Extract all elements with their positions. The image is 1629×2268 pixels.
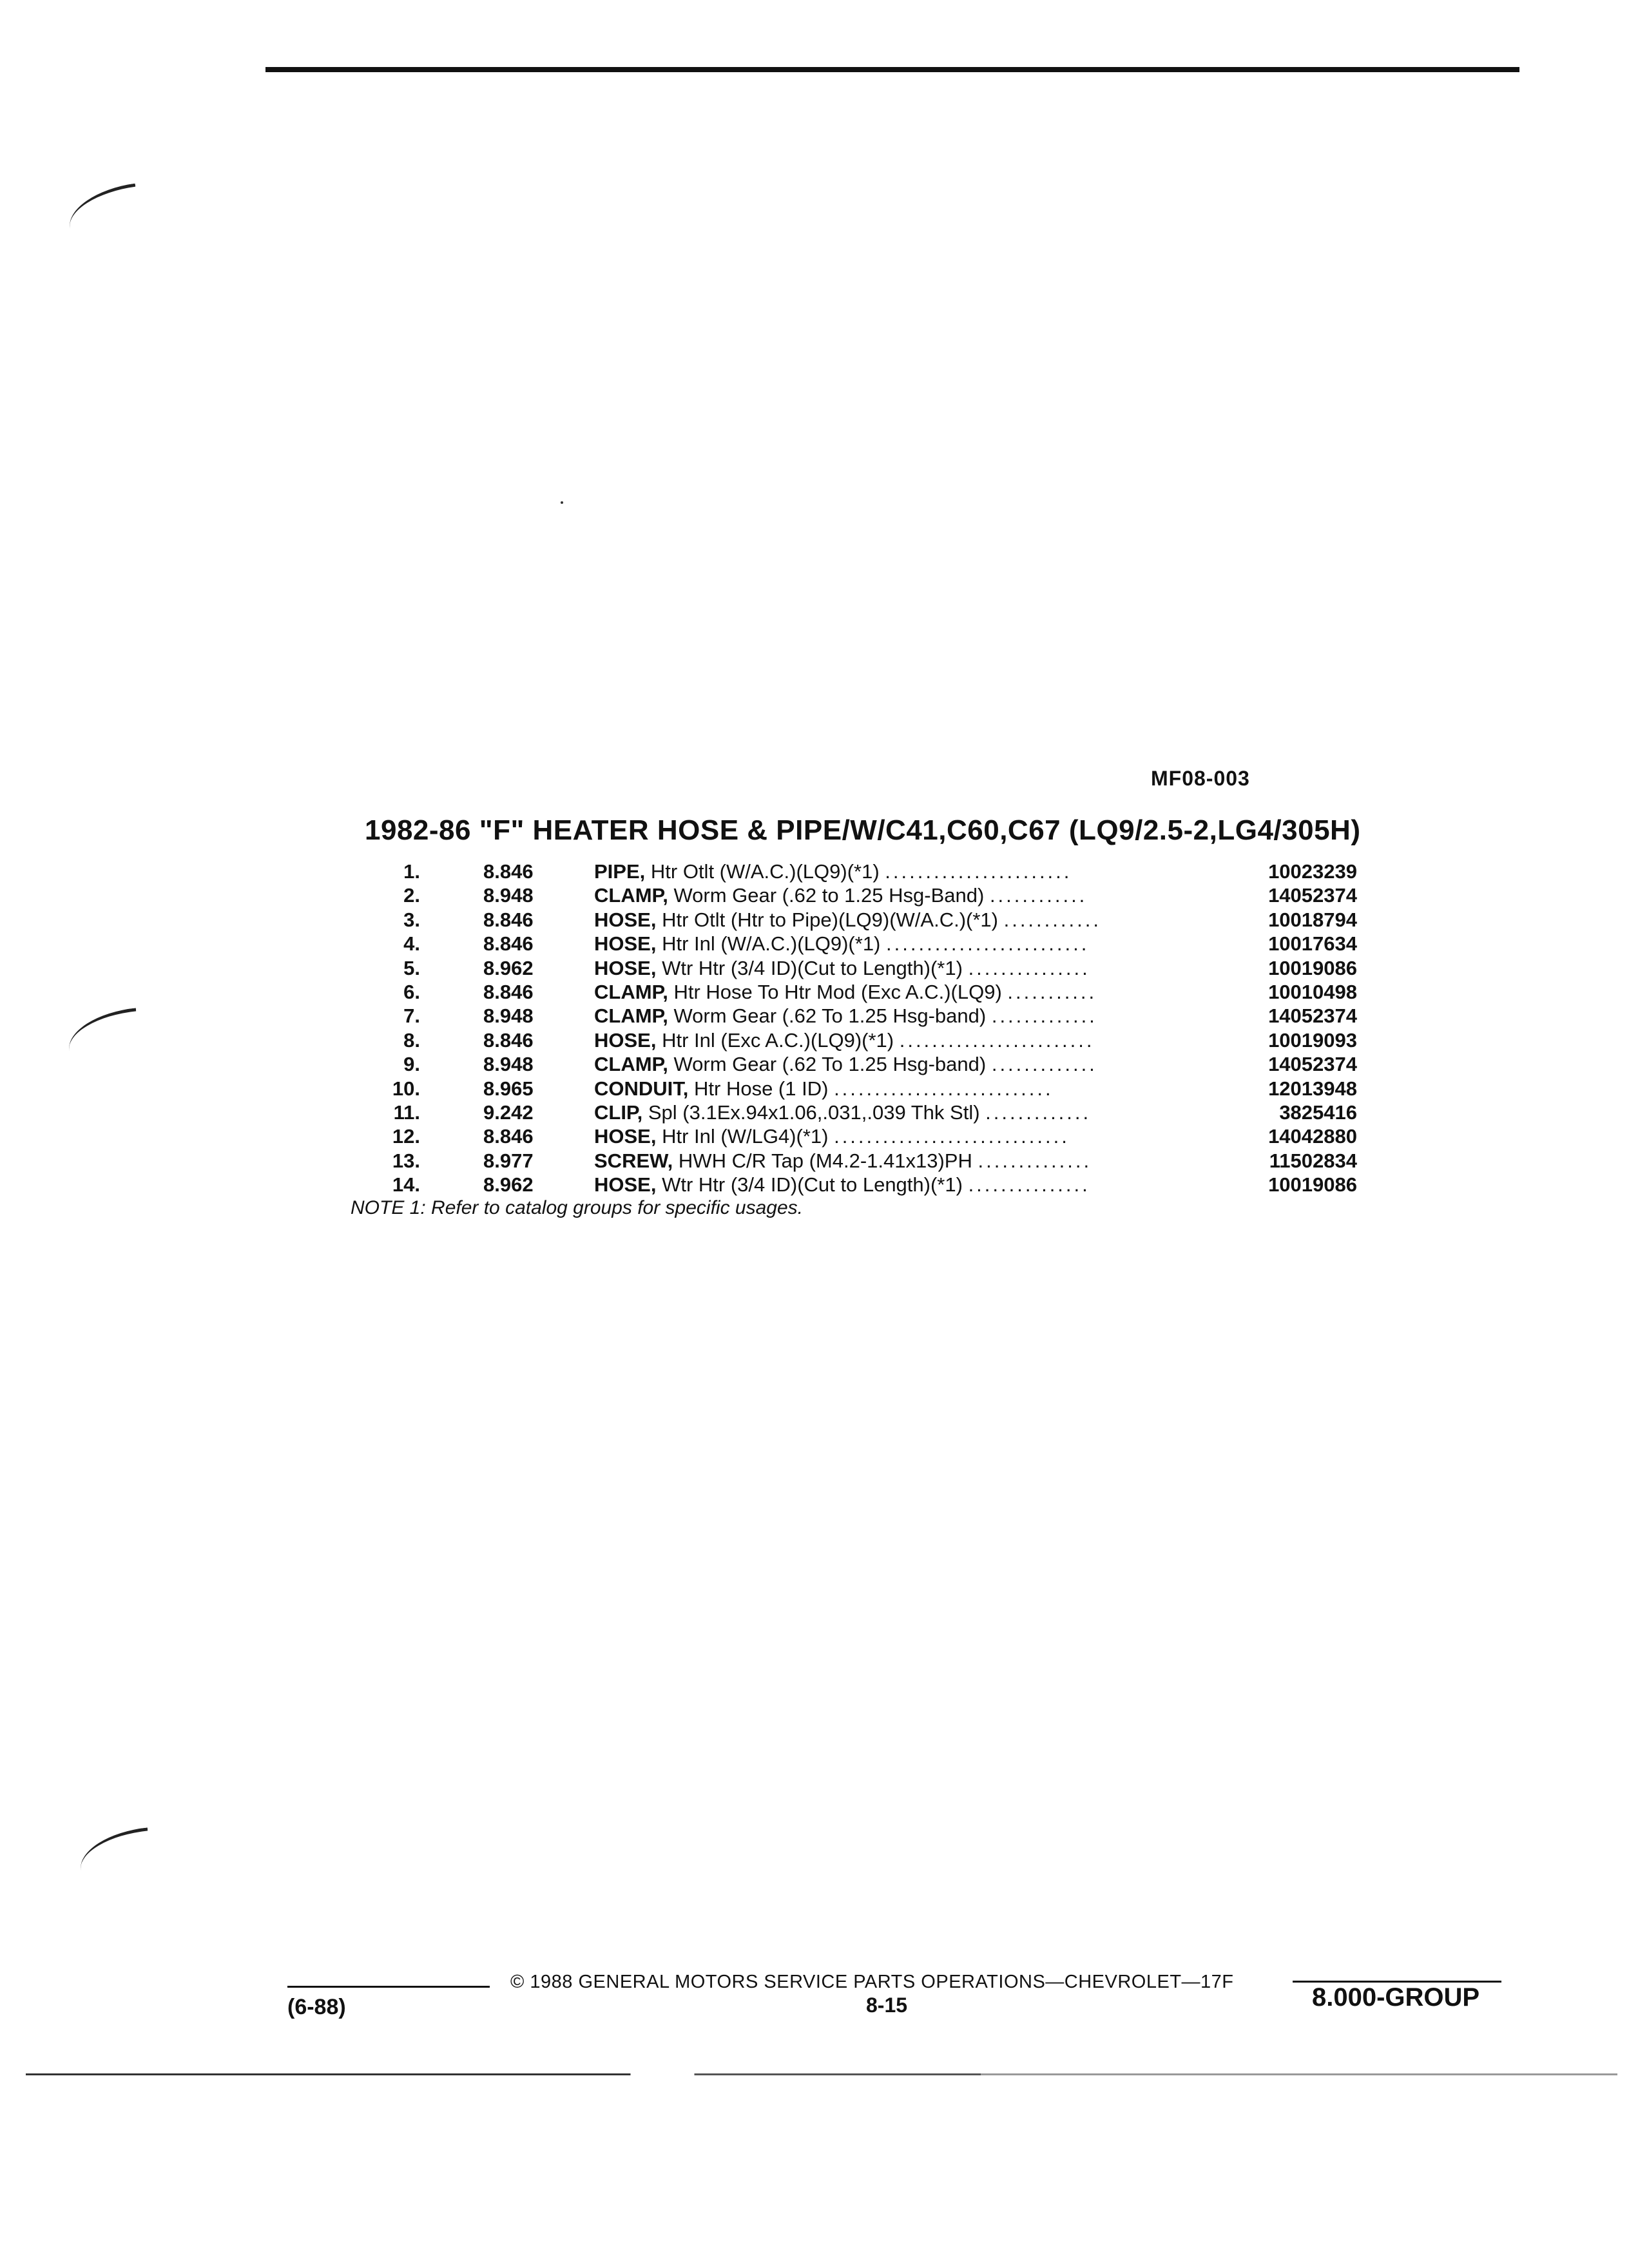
item-number: 10.: [392, 1077, 420, 1100]
parts-list: [348, 860, 1443, 1196]
group-number: 8.846: [483, 1028, 534, 1052]
part-detail: Htr Inl (Exc A.C.)(LQ9)(*1): [662, 1028, 894, 1052]
dot-leader: ........................: [899, 1028, 1095, 1052]
footer-rule-right: [1293, 1981, 1501, 1983]
binder-hole-mark: [65, 184, 140, 229]
part-description: [594, 1028, 1239, 1052]
page-number: 8-15: [866, 1994, 908, 2017]
dot-leader: ...............: [968, 956, 1090, 979]
dot-leader: .............: [985, 1100, 1092, 1124]
item-number: 13.: [392, 1149, 420, 1172]
part-description: [594, 883, 1239, 907]
dot-leader: .............: [991, 1004, 1097, 1028]
dot-leader: ..............: [978, 1149, 1092, 1172]
group-number: 8.962: [483, 956, 534, 979]
part-detail: Htr Inl (W/LG4)(*1): [662, 1125, 829, 1148]
part-detail: Worm Gear (.62 To 1.25 Hsg-band): [673, 1053, 987, 1076]
dot-leader: ............: [1003, 908, 1101, 931]
footnote: NOTE 1: Refer to catalog groups for specific usages.: [351, 1197, 803, 1218]
part-number: 10019093: [1268, 1028, 1357, 1052]
item-number: 4.: [403, 932, 420, 956]
group-number: 8.846: [483, 980, 534, 1003]
part-name: HOSE,: [594, 1028, 657, 1052]
document-code: MF08-003: [1151, 767, 1250, 790]
part-description: [594, 908, 1239, 932]
part-number: 10017634: [1268, 932, 1357, 956]
item-number: 12.: [392, 1125, 420, 1148]
part-number: 10019086: [1268, 1173, 1357, 1196]
group-number: 8.962: [483, 1173, 534, 1196]
part-row: [348, 1173, 1443, 1196]
part-detail: Wtr Htr (3/4 ID)(Cut to Length)(*1): [662, 956, 963, 979]
header-rule: [265, 67, 1519, 72]
part-row: [348, 860, 1443, 883]
item-number: 3.: [403, 908, 420, 931]
part-description: [594, 1124, 1239, 1148]
bottom-rule: [26, 2073, 1617, 2075]
part-detail: Worm Gear (.62 To 1.25 Hsg-band): [673, 1004, 987, 1028]
part-number: 14042880: [1268, 1125, 1357, 1148]
item-number: 9.: [403, 1053, 420, 1076]
item-number: 7.: [403, 1004, 420, 1028]
part-name: HOSE,: [594, 1125, 657, 1148]
item-number: 1.: [403, 860, 420, 883]
part-detail: Spl (3.1Ex.94x1.06,.031,.039 Thk Stl): [648, 1100, 980, 1124]
footer-group-label: 8.000-GROUP: [1312, 1983, 1480, 2012]
dot-leader: .............................: [834, 1125, 1070, 1148]
group-number: 8.846: [483, 1125, 534, 1148]
part-description: [594, 1052, 1239, 1076]
part-name: CLAMP,: [594, 980, 668, 1003]
part-detail: Htr Otlt (W/A.C.)(LQ9)(*1): [650, 860, 880, 883]
part-name: CLIP,: [594, 1100, 643, 1124]
part-number: 3825416: [1279, 1100, 1357, 1124]
part-number: 10019086: [1268, 956, 1357, 979]
item-number: 11.: [393, 1100, 420, 1124]
part-description: [594, 956, 1239, 980]
group-number: 8.846: [483, 860, 534, 883]
part-detail: Wtr Htr (3/4 ID)(Cut to Length)(*1): [662, 1173, 963, 1196]
part-detail: HWH C/R Tap (M4.2-1.41x13)PH: [678, 1149, 972, 1172]
group-number: 8.948: [483, 1053, 534, 1076]
part-description: [594, 1004, 1239, 1028]
part-row: [348, 1149, 1443, 1173]
part-row: [348, 1100, 1443, 1124]
part-row: [348, 883, 1443, 907]
part-row: [348, 1028, 1443, 1052]
part-name: CLAMP,: [594, 1004, 668, 1028]
part-row: [348, 1004, 1443, 1028]
part-number: 12013948: [1268, 1077, 1357, 1100]
part-name: CLAMP,: [594, 1053, 668, 1076]
part-number: 14052374: [1268, 884, 1357, 907]
part-number: 10010498: [1268, 980, 1357, 1003]
part-number: 14052374: [1268, 1004, 1357, 1028]
part-row: [348, 980, 1443, 1004]
part-name: HOSE,: [594, 908, 657, 931]
binder-hole-mark: [77, 1827, 151, 1870]
part-number: 14052374: [1268, 1053, 1357, 1076]
part-description: [594, 1173, 1239, 1196]
part-row: [348, 1124, 1443, 1148]
part-name: HOSE,: [594, 956, 657, 979]
part-detail: Htr Hose To Htr Mod (Exc A.C.)(LQ9): [673, 980, 1002, 1003]
part-row: [348, 1077, 1443, 1100]
item-number: 8.: [403, 1028, 420, 1052]
part-name: SCREW,: [594, 1149, 673, 1172]
item-number: 5.: [403, 956, 420, 979]
part-name: HOSE,: [594, 932, 657, 956]
dot-leader: ............: [989, 884, 1088, 907]
dot-leader: ...........................: [834, 1077, 1054, 1100]
dot-leader: .......................: [885, 860, 1072, 883]
scan-speck: [561, 501, 563, 504]
section-title: 1982-86 "F" HEATER HOSE & PIPE/W/C41,C60,C67 (LQ9/2.5-2,LG4/305H): [365, 814, 1361, 846]
group-number: 8.965: [483, 1077, 534, 1100]
item-number: 6.: [403, 980, 420, 1003]
binder-hole-mark: [65, 1008, 139, 1050]
part-detail: Htr Hose (1 ID): [694, 1077, 829, 1100]
part-number: 11502834: [1269, 1149, 1357, 1172]
part-description: [594, 860, 1239, 883]
group-number: 8.846: [483, 932, 534, 956]
part-row: [348, 932, 1443, 956]
part-description: [594, 932, 1239, 956]
part-description: [594, 980, 1239, 1004]
part-row: [348, 956, 1443, 980]
group-number: 8.948: [483, 884, 534, 907]
group-number: 8.948: [483, 1004, 534, 1028]
footer-date: (6-88): [287, 1995, 346, 2019]
part-detail: Worm Gear (.62 to 1.25 Hsg-Band): [673, 884, 985, 907]
group-number: 9.242: [483, 1100, 534, 1124]
group-number: 8.977: [483, 1149, 534, 1172]
dot-leader: ...........: [1007, 980, 1097, 1003]
part-description: [594, 1077, 1239, 1100]
item-number: 14.: [392, 1173, 420, 1196]
part-row: [348, 1052, 1443, 1076]
item-number: 2.: [403, 884, 420, 907]
footer-rule-left: [287, 1986, 490, 1988]
part-name: HOSE,: [594, 1173, 657, 1196]
dot-leader: .........................: [886, 932, 1090, 956]
part-detail: Htr Inl (W/A.C.)(LQ9)(*1): [662, 932, 881, 956]
dot-leader: .............: [991, 1053, 1097, 1076]
footer-copyright: © 1988 GENERAL MOTORS SERVICE PARTS OPERATIONS—CHEVROLET—17F: [510, 1972, 1234, 1992]
part-number: 10018794: [1268, 908, 1357, 931]
part-name: PIPE,: [594, 860, 646, 883]
group-number: 8.846: [483, 908, 534, 931]
part-description: [594, 1100, 1239, 1124]
part-description: [594, 1149, 1239, 1173]
part-detail: Htr Otlt (Htr to Pipe)(LQ9)(W/A.C.)(*1): [662, 908, 998, 931]
part-name: CONDUIT,: [594, 1077, 689, 1100]
part-row: [348, 908, 1443, 932]
part-number: 10023239: [1268, 860, 1357, 883]
dot-leader: ...............: [968, 1173, 1090, 1196]
part-name: CLAMP,: [594, 884, 668, 907]
